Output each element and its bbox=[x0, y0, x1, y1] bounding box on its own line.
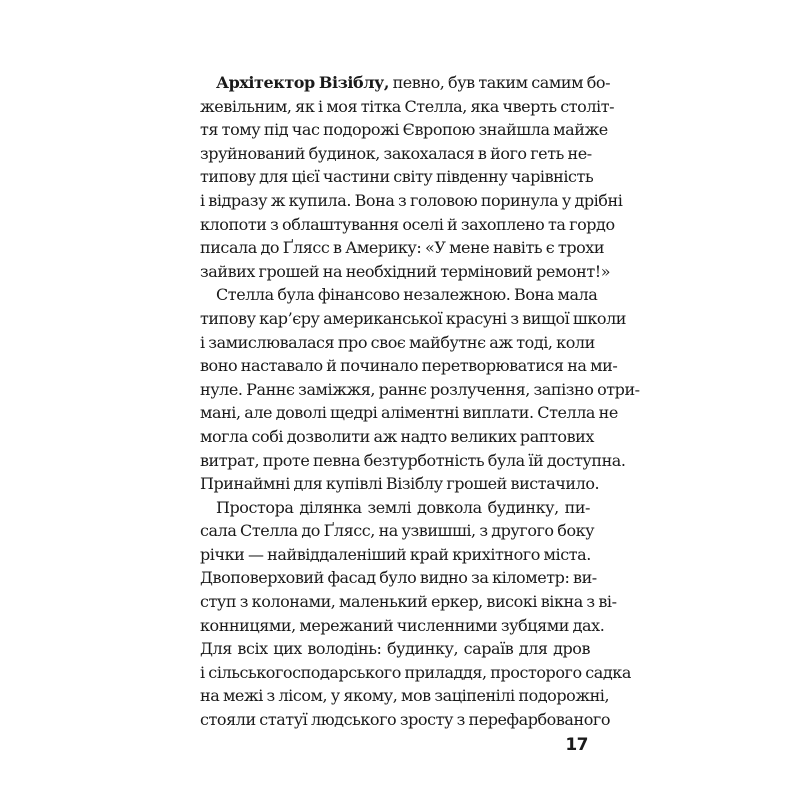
text-line: витрат, проте певна безтурботність була їй доступна. bbox=[200, 450, 626, 470]
text-line-rest: певно, був таким самим бо- bbox=[388, 73, 611, 92]
text-line: мані, але доволі щедрі аліментні виплати. Стелла не bbox=[200, 403, 618, 423]
text-line: конницями, мережаний численними зубцями дах. bbox=[200, 615, 605, 635]
text-line: жевільним, як і моя тітка Стелла, яка чверть століт- bbox=[200, 96, 615, 116]
text-line: і відразу ж купила. Вона з головою поринула у дрібні bbox=[200, 190, 623, 210]
text-line: сала Стелла до Ґлясс, на узвишші, з другого боку bbox=[200, 521, 595, 541]
text-line: Для всіх цих володінь: будинку, сараїв для дров bbox=[200, 639, 590, 659]
text-line: Простора ділянка землі довкола будинку, пи- bbox=[216, 497, 590, 517]
text-line: могла собі дозволити аж надто великих раптових bbox=[200, 426, 594, 446]
text-line: зруйнований будинок, закохалася в його геть не- bbox=[200, 143, 592, 163]
text-line: нуле. Раннє заміжжя, раннє розлучення, запізно отри- bbox=[200, 379, 640, 399]
text-line: зайвих грошей на необхідний терміновий ремонт!» bbox=[200, 261, 611, 281]
text-line: на межі з лісом, у якому, мов заціпенілі подорожні, bbox=[200, 686, 610, 706]
text-line: річки — найвіддаленіший край крихітного міста. bbox=[200, 544, 591, 564]
page-number: 17 bbox=[565, 735, 588, 755]
text-line: типову для цієї частини світу південну чарівність bbox=[200, 167, 594, 187]
text-line: Двоповерховий фасад було видно за кілометр: ви- bbox=[200, 568, 597, 588]
text-line: воно наставало й починало перетворюватися на ми- bbox=[200, 356, 618, 376]
text-line: ступ з колонами, маленький еркер, високі вікна з ві- bbox=[200, 592, 617, 612]
text-line: і сільськогосподарського приладдя, просторого садка bbox=[200, 662, 631, 682]
text-line: писала до Ґлясс в Америку: «У мене навіть є трохи bbox=[200, 238, 605, 258]
paragraph-lead-bold: Архітектор Візіблу, bbox=[216, 73, 389, 92]
text-line: типову кар’єру американської красуні з вищої школи bbox=[200, 308, 627, 328]
text-line: Стелла була фінансово незалежною. Вона мала bbox=[216, 285, 598, 305]
text-line: стояли статуї людського зросту з перефарбованого bbox=[200, 710, 611, 730]
text-line: Принаймні для купівлі Візіблу грошей вистачило. bbox=[200, 474, 600, 494]
body-text bbox=[200, 71, 640, 732]
text-line bbox=[200, 71, 611, 95]
text-line: клопоти з облаштування оселі й захоплено та гордо bbox=[200, 214, 615, 234]
text-line: і замислювалася про своє майбутнє аж тоді, коли bbox=[200, 332, 595, 352]
text-line: тя тому під час подорожі Європою знайшла майже bbox=[200, 120, 608, 140]
